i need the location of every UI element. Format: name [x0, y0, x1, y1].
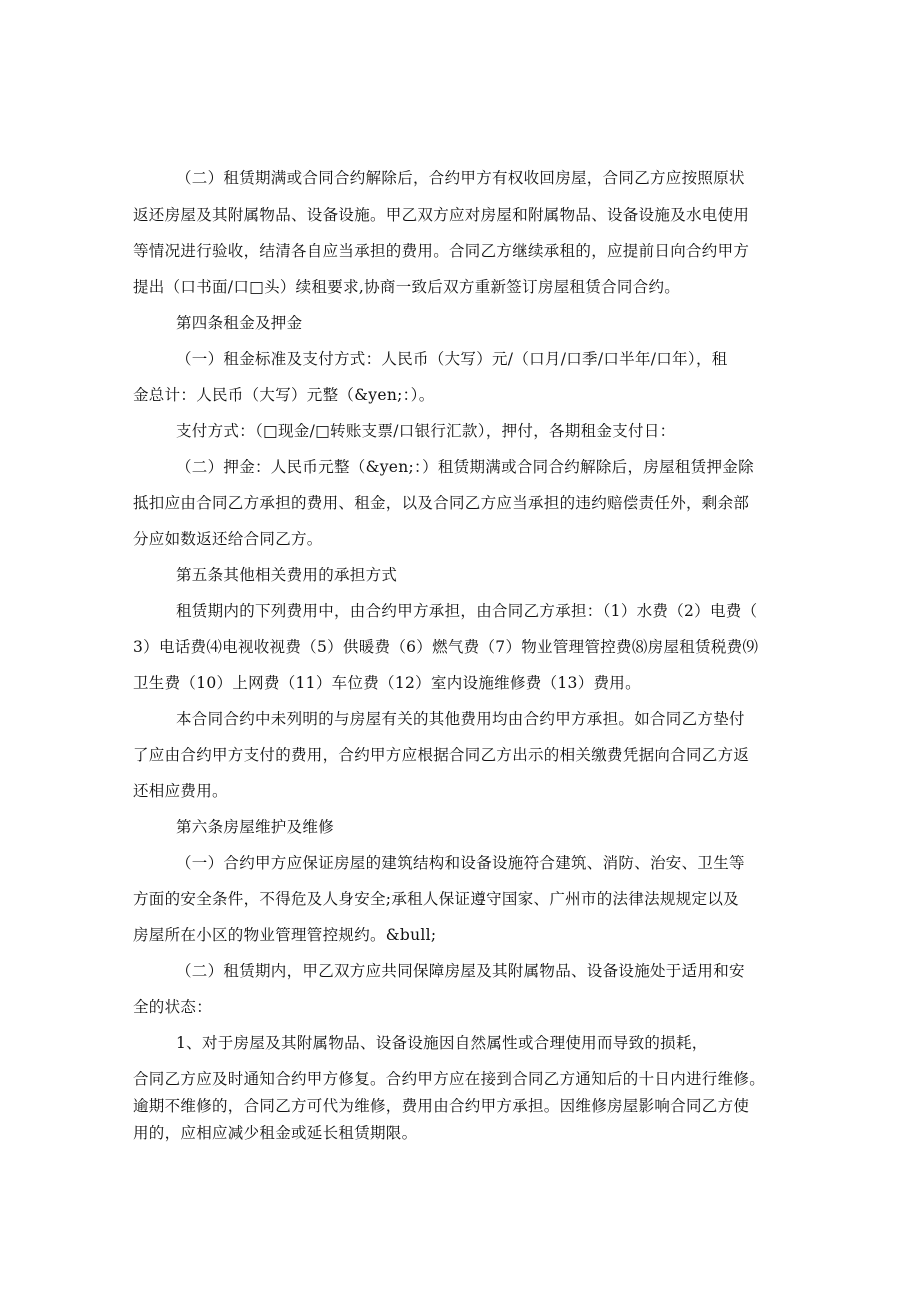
- text-line: 抵扣应由合同乙方承担的费用、租金，以及合同乙方应当承担的违约赔偿责任外，剩余部: [133, 494, 750, 512]
- text-line: 金总计：人民币（大写）元整（&yen;：）。: [133, 386, 435, 404]
- text-line: 了应由合约甲方支付的费用，合约甲方应根据合同乙方出示的相关缴费凭据向合同乙方返: [133, 746, 750, 764]
- text-line: 卫生费（10）上网费（11）车位费（12）室内设施维修费（13）费用。: [133, 674, 641, 692]
- text-line: 1、对于房屋及其附属物品、设备设施因自然属性或合理使用而导致的损耗，: [176, 1034, 708, 1052]
- text-line: 提出（口书面/口□头）续租要求,协商一致后双方重新签订房屋租赁合同合约。: [133, 278, 681, 296]
- text-line: 等情况进行验收，结清各自应当承担的费用。合同乙方继续承租的，应提前日向合约甲方: [133, 242, 750, 260]
- text-line: 返还房屋及其附属物品、设备设施。甲乙双方应对房屋和附属物品、设备设施及水电使用: [133, 206, 750, 224]
- text-line: 还相应费用。: [133, 782, 228, 800]
- text-line: 房屋所在小区的物业管理管控规约。&bull;: [133, 926, 437, 944]
- section-heading: 第六条房屋维护及维修: [176, 818, 335, 836]
- text-line: 方面的安全条件，不得危及人身安全;承租人保证遵守国家、广州市的法律法规规定以及: [133, 890, 739, 908]
- text-line: 3）电话费⑷电视收视费（5）供暖费（6）燃气费（7）物业管理管控费⑻房屋租赁税费⑼: [133, 638, 759, 656]
- text-line: （二）押金：人民币元整（&yen;：）租赁期满或合同合约解除后，房屋租赁押金除: [176, 458, 754, 476]
- text-line: （二）租赁期内，甲乙双方应共同保障房屋及其附属物品、设备设施处于适用和安: [176, 962, 745, 980]
- text-line: （一）租金标准及支付方式：人民币（大写）元/（口月/口季/口半年/口年），租: [176, 350, 728, 368]
- text-line: 租赁期内的下列费用中，由合约甲方承担，由合同乙方承担：（1）水费（2）电费（: [176, 602, 758, 620]
- section-heading: 第五条其他相关费用的承担方式: [176, 566, 398, 584]
- text-line: 支付方式：（□现金/□转账支票/口银行汇款），押付，各期租金支付日：: [176, 422, 676, 440]
- text-line: 合同乙方应及时通知合约甲方修复。合约甲方应在接到合同乙方通知后的十日内进行维修。: [133, 1070, 766, 1088]
- text-line: 本合同合约中未列明的与房屋有关的其他费用均由合约甲方承担。如合同乙方垫付: [176, 710, 745, 728]
- text-line: （一）合约甲方应保证房屋的建筑结构和设备设施符合建筑、消防、治安、卫生等: [176, 854, 745, 872]
- section-heading: 第四条租金及押金: [176, 314, 303, 332]
- text-line: 用的，应相应减少租金或延长租赁期限。: [133, 1124, 418, 1142]
- text-line: 分应如数返还给合同乙方。: [133, 530, 323, 548]
- text-line: 逾期不维修的，合同乙方可代为维修，费用由合约甲方承担。因维修房屋影响合同乙方使: [133, 1097, 750, 1115]
- text-line: 全的状态：: [133, 998, 213, 1016]
- text-line: （二）租赁期满或合同合约解除后，合约甲方有权收回房屋，合同乙方应按照原状: [176, 169, 745, 187]
